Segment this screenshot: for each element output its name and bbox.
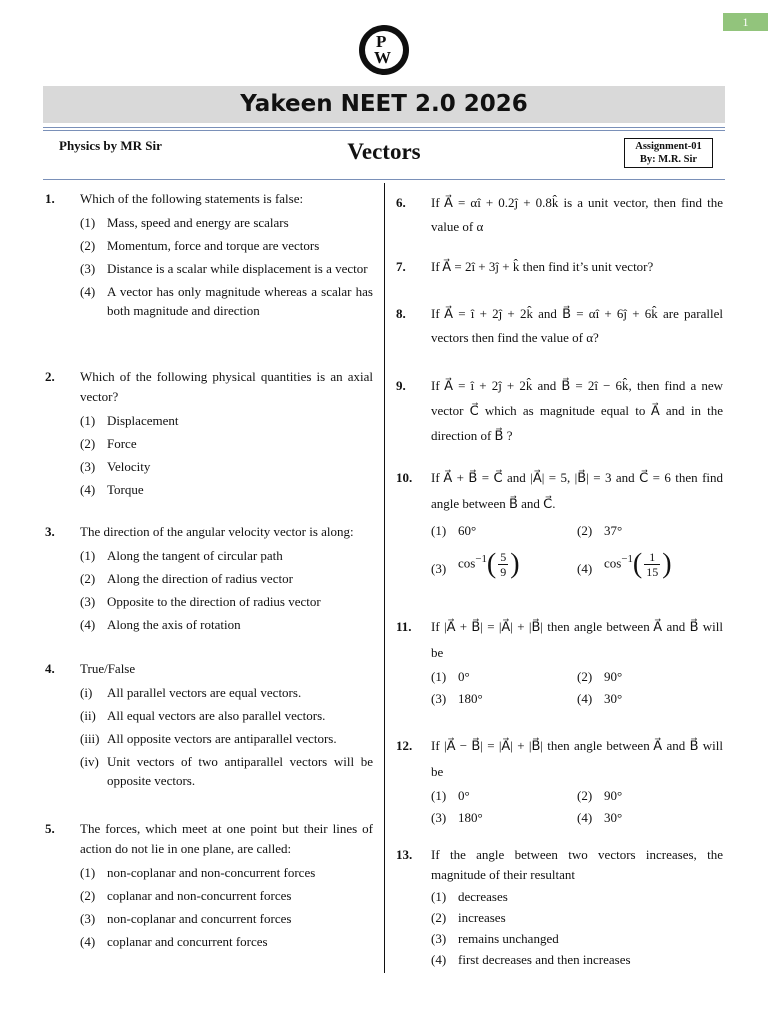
math-expression: A⃗ = 2î + 3ĵ + k̂ [442,259,520,274]
option-text: remains unchanged [458,931,559,946]
option-text: 30° [604,691,623,706]
logo-letter-p: P [376,32,387,51]
option-label: (2) [80,571,96,586]
inverse-superscript: −1 [621,553,633,565]
paren-close: ) [510,548,520,580]
option-label: (4) [577,561,593,576]
option-text: A vector has only magnitude whereas a scalar has both magnitude and direction [107,284,373,318]
option-label: (2) [80,238,96,253]
option-1 [80,213,373,232]
question-number: 7. [396,259,406,274]
subject-label: Physics by MR Sir [59,138,162,153]
option-text: 0° [458,788,470,803]
question-text: is a unit vector, then find the value of α [431,195,723,234]
question-text: and [615,470,635,485]
statement-label: (iv) [80,754,99,769]
option-3 [80,259,373,278]
statement-iv [80,752,373,790]
question-text: and [666,738,686,753]
option-label: (2) [431,910,447,925]
question-text: then angle between [547,619,650,634]
math-expression: |A⃗| = 5, |B⃗| = 3 [530,470,612,485]
question-2 [45,367,373,499]
math-expression: |A⃗ − B⃗| = |A⃗| + |B⃗| [443,738,543,753]
math-expression: A⃗ [653,738,663,753]
option-label: (4) [80,482,96,497]
math-expression: A⃗ [653,619,663,634]
question-text: The direction of the angular velocity vector is along: [80,524,354,539]
option-1 [80,411,373,430]
statement-label: (iii) [80,731,100,746]
option-label: (4) [80,934,96,949]
question-1 [45,189,373,320]
question-10 [396,465,723,579]
question-number: 12. [396,738,413,753]
question-number: 10. [396,470,413,485]
option-text: non-coplanar and non-concurrent forces [107,865,316,880]
question-text: Which of the following statements is false: [80,191,304,206]
option-text: Momentum, force and torque are vectors [107,238,320,253]
denominator: 15 [646,564,659,579]
paren-open: ( [632,548,643,580]
question-text: If the angle between two vectors increases, the magnitude of their resultant [431,847,723,882]
question-number: 11. [396,619,412,634]
option-text: Along the axis of rotation [107,617,241,632]
option-3 [431,807,577,829]
question-text: and [666,619,686,634]
option-text: Displacement [107,413,179,428]
math-expression: B⃗ [689,619,699,634]
question-text: Which of the following physical quantities is an axial vector? [80,369,373,404]
paren-open: ( [486,548,497,580]
question-number: 9. [396,378,406,393]
option-label: (3) [80,261,96,276]
option-text: 180° [458,810,483,825]
option-2 [80,236,373,255]
question-6 [396,191,723,239]
question-text: The forces, which meet at one point but their lines of action do not lie in one plane, are called: [80,821,373,856]
option-2 [431,908,723,927]
options-grid [431,520,723,579]
statement-text: All opposite vectors are antiparallel vectors. [107,731,337,746]
option-label: (3) [431,931,447,946]
option-text: 180° [458,691,483,706]
option-text: Torque [107,482,144,497]
option-text: 60° [458,523,477,538]
option-4 [80,932,373,951]
option-label: (1) [431,788,447,803]
cos-text: cos [458,555,476,571]
option-3 [80,457,373,476]
statement-label: (i) [80,685,93,700]
statement-ii [80,706,373,725]
page-number: 1 [723,13,768,31]
header-rule-bottom [43,179,725,180]
options-grid [431,666,723,710]
question-text: and [521,496,540,511]
question-11 [396,614,723,710]
option-1 [431,785,577,807]
question-number: 2. [45,369,55,384]
question-number: 6. [396,195,406,210]
option-text: 0° [458,669,470,684]
question-number: 13. [396,847,413,862]
question-12 [396,733,723,829]
option-3 [431,929,723,948]
option-text: coplanar and concurrent forces [107,934,268,949]
denominator: 9 [500,564,507,579]
topic-title: Vectors [347,139,421,164]
option-text: first decreases and then increases [458,952,631,967]
option-4 [80,480,373,499]
option-label: (4) [80,617,96,632]
option-text: decreases [458,889,508,904]
question-13 [396,845,723,969]
option-label: (3) [80,911,96,926]
assignment-author: By: M.R. Sir [639,154,698,165]
fraction [644,550,660,579]
question-text: and [507,470,526,485]
question-text: and in the direction of [431,403,723,443]
option-text: 30° [604,810,623,825]
math-expression: |A⃗ + B⃗| = |A⃗| + |B⃗| [443,619,543,634]
question-number: 1. [45,191,55,206]
option-1 [80,546,373,565]
statement-i [80,683,373,702]
option-4 [577,548,723,579]
option-4 [431,950,723,969]
numerator: 5 [500,549,507,564]
statement-text: All parallel vectors are equal vectors. [107,685,302,700]
option-label: (2) [80,436,96,451]
option-label: (1) [80,865,96,880]
option-label: (2) [577,788,593,803]
option-text: Opposite to the direction of radius vector [107,594,321,609]
question-text: then angle between [547,738,650,753]
question-text: will be [431,619,724,660]
question-text: then find it’s unit vector? [522,259,654,274]
question-number: 4. [45,661,55,676]
logo-letter-w: W [374,48,391,67]
question-text: If [431,619,440,634]
option-2 [577,785,723,807]
option-text: Velocity [107,459,151,474]
option-text: 37° [604,523,623,538]
option-text: Along the tangent of circular path [107,548,283,563]
option-text: non-coplanar and concurrent forces [107,911,292,926]
question-text: and [537,378,557,393]
question-text: ? [506,428,513,443]
option-3 [431,688,577,710]
option-2 [80,569,373,588]
question-text: are parallel vectors then find the value of α? [431,306,724,345]
math-expression: A⃗ = î + 2ĵ + 2k̂ [444,306,533,321]
option-label: (3) [80,459,96,474]
question-text: and [538,306,557,321]
option-label: (3) [431,561,447,576]
option-text: Along the direction of radius vector [107,571,293,586]
math-expression: B⃗ [494,428,504,443]
question-text: If [431,738,440,753]
option-1 [431,887,723,906]
option-label: (4) [577,691,593,706]
question-9 [396,373,723,448]
option-label: (1) [80,215,96,230]
option-4 [80,615,373,634]
fraction [498,550,508,579]
option-2 [577,666,723,688]
math-expression: C⃗ = 6 [639,470,671,485]
question-3 [45,522,373,634]
option-label: (4) [577,810,593,825]
option-2 [80,886,373,905]
question-text: will be [431,738,724,779]
option-1 [431,666,577,688]
option-label: (1) [80,548,96,563]
title-banner [43,86,725,123]
option-3 [80,909,373,928]
cos-text: cos [604,555,622,571]
option-2 [80,434,373,453]
question-7 [396,257,723,277]
options-grid [431,785,723,829]
banner-title: Yakeen NEET 2.0 2026 [240,91,528,117]
option-label: (3) [431,810,447,825]
math-expression: B⃗ = αî + 6ĵ + 6k̂ [562,306,658,321]
option-label: (2) [80,888,96,903]
option-4 [80,282,373,320]
question-4 [45,659,373,790]
option-2 [577,520,723,542]
question-text: then find a new vector [431,378,724,418]
assignment-box [624,138,713,168]
statement-iii [80,729,373,748]
option-text: 90° [604,788,623,803]
assignment-number: Assignment-01 [635,141,702,152]
statement-text: All equal vectors are also parallel vectors. [107,708,326,723]
question-text: If [431,470,440,485]
option-1 [80,863,373,882]
option-text: Mass, speed and energy are scalars [107,215,289,230]
header-rule-top [43,127,725,128]
math-expression: A⃗ [650,403,660,418]
option-text: Force [107,436,137,451]
math-expression: B⃗ [689,738,699,753]
option-label: (4) [431,952,447,967]
column-divider [384,183,385,973]
option-label: (3) [80,594,96,609]
question-text: If [431,259,440,274]
option-3 [431,548,577,579]
pw-logo [359,25,409,75]
statement-text: Unit vectors of two antiparallel vectors will be opposite vectors. [107,754,373,788]
question-text: which as magnitude equal to [484,403,646,418]
option-text: increases [458,910,506,925]
option-label: (2) [577,523,593,538]
question-number: 3. [45,524,55,539]
option-3 [80,592,373,611]
option-label: (4) [80,284,96,299]
math-expression: B⃗ [508,496,518,511]
option-label: (1) [431,669,447,684]
option-label: (2) [577,669,593,684]
option-1 [431,520,577,542]
option-label: (1) [431,889,447,904]
option-label: (3) [431,691,447,706]
option-text: Distance is a scalar while displacement is a vector [107,261,368,276]
inverse-superscript: −1 [475,553,487,565]
math-expression: A⃗ + B⃗ = C⃗ [443,470,503,485]
numerator: 1 [644,550,660,565]
question-text: then find angle between [431,470,724,511]
math-expression: B⃗ = 2î − 6k̂, [561,378,632,393]
question-text: If [431,378,440,393]
question-8 [396,302,723,350]
question-number: 5. [45,821,55,836]
math-expression: A⃗ = αî + 0.2ĵ + 0.8k̂ [444,195,559,210]
question-text: If [431,195,440,210]
statement-label: (ii) [80,708,96,723]
option-4 [577,807,723,829]
option-label: (1) [80,413,96,428]
option-4 [577,688,723,710]
math-expression: C⃗. [543,496,556,511]
header-rule-top-2 [43,130,725,131]
option-text: 90° [604,669,623,684]
question-text: True/False [80,661,136,676]
question-number: 8. [396,306,406,321]
paren-close: ) [662,548,672,580]
math-expression: A⃗ = î + 2ĵ + 2k̂ [444,378,533,393]
option-text: coplanar and non-concurrent forces [107,888,292,903]
math-expression: C⃗ [469,403,479,418]
question-5 [45,819,373,951]
question-text: If [431,306,440,321]
option-label: (1) [431,523,447,538]
